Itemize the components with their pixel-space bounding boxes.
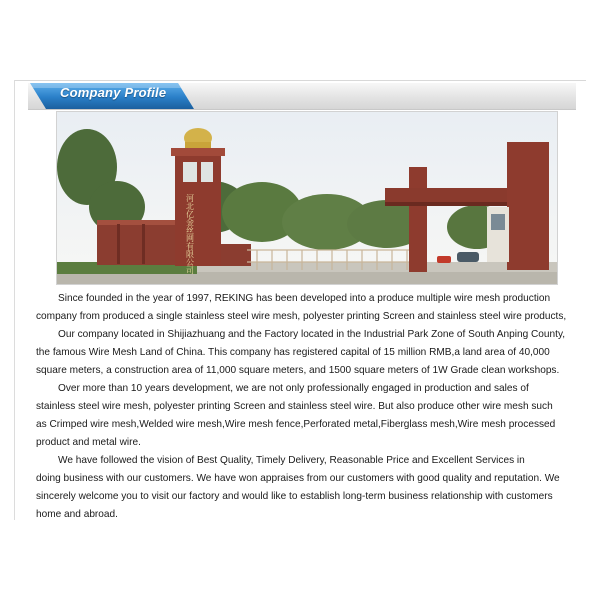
text-line: Since founded in the year of 1997, REKING has been developed into a produce multiple wire mesh production (58, 293, 551, 304)
text-line: home and abroad. (36, 509, 118, 520)
text-line: product and metal wire. (36, 437, 141, 448)
text-line: square meters, a construction area of 11,000 square meters, and 1500 square meters of 1W Grade clean workshops. (36, 365, 560, 376)
text-line: doing business with our customers. We have won appraises from our customers with good quality and reputation. We (36, 473, 560, 484)
text-line: as Crimped wire mesh,Welded wire mesh,Wire mesh fence,Perforated metal,Fiberglass mesh,Wire mesh processed (36, 419, 556, 430)
svg-text:河北亿金丝网有限公司: 河北亿金丝网有限公司 (185, 194, 195, 274)
company-description (36, 290, 576, 524)
text-line: the famous Wire Mesh Land of China. This company has registered capital of 15 million RMB,a land area of 40,000 (36, 347, 550, 358)
paragraph-3 (36, 380, 576, 452)
text-line: Over more than 10 years development, we are not only professionally engaged in production and sales of (58, 383, 529, 394)
text-line: stainless steel wire mesh, polyester printing Screen and stainless steel wire. But also produce other wire mesh such (36, 401, 553, 412)
text-line: We have followed the vision of Best Quality, Timely Delivery, Reasonable Price and Excellent Services in (58, 455, 525, 466)
text-line: sincerely welcome you to visit our factory and would like to establish long-term business relationship with customers (36, 491, 553, 502)
paragraph-1 (36, 290, 576, 326)
company-gate-photo (56, 111, 558, 285)
text-line: company from produced a single stainless steel wire mesh, polyester printing Screen and stainless steel wire products, (36, 311, 567, 322)
text-line: Our company located in Shijiazhuang and the Factory located in the Industrial Park Zone of South Anping County, (58, 329, 566, 340)
section-title: Company Profile (60, 85, 167, 100)
paragraph-4 (36, 452, 576, 524)
paragraph-2 (36, 326, 576, 380)
frame-left-border (14, 80, 15, 520)
